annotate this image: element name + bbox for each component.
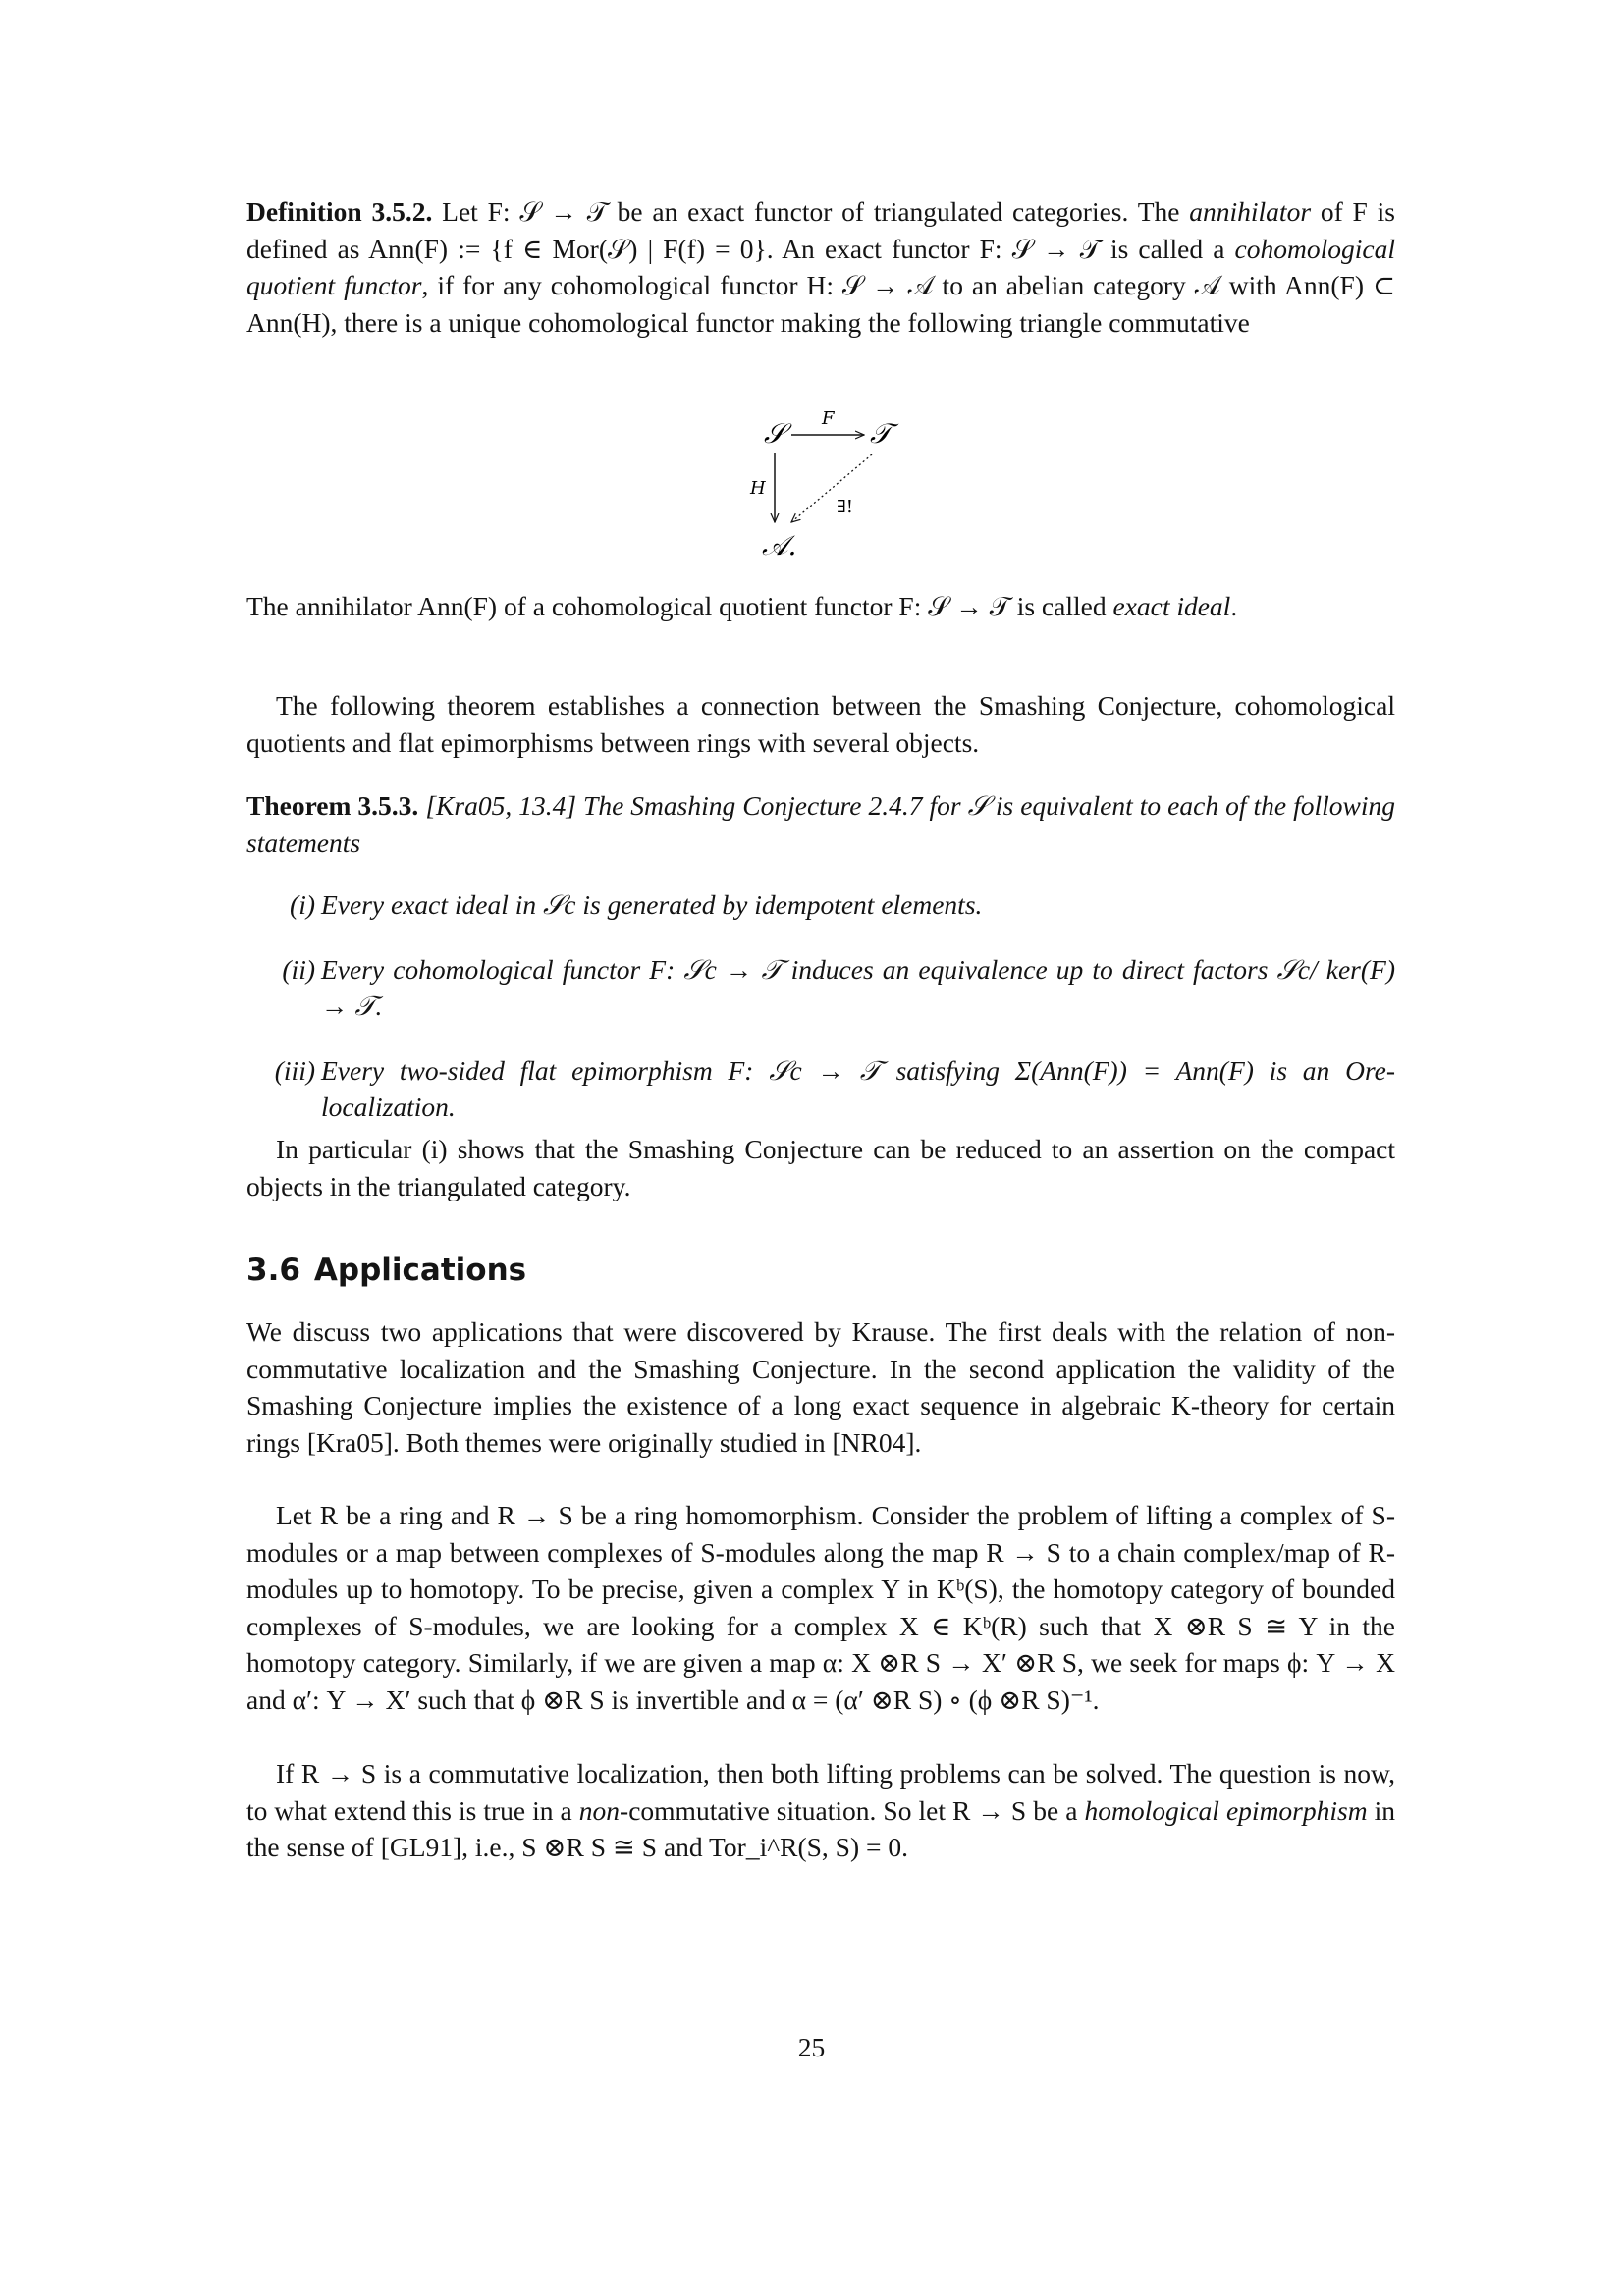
- list-item: [246, 886, 1395, 924]
- section-number: 3.6: [246, 1253, 300, 1288]
- diagram-bottom: 𝒜.: [762, 529, 797, 560]
- item-label: (i): [290, 889, 315, 920]
- annihilator-term: annihilator: [1189, 196, 1312, 227]
- theorem-paragraph: [246, 787, 1395, 861]
- particular-text: In particular (i) shows that the Smashing Conjecture can be reduced to an assertion on the compact objects in the triangulated category.: [246, 1134, 1395, 1201]
- applications-text: We discuss two applications that were discovered by Krause. The first deals with the relation of non-commutative localization and the Smashing Conjecture. In the second application the validity of the Smashing Conjecture implies the existence of a long exact sequence in algebraic K-theory for certain rings [Kra05]. Both themes were originally studied in [NR04].: [246, 1316, 1395, 1458]
- item-text: Every exact ideal in 𝒮c is generated by idempotent elements.: [321, 889, 983, 920]
- homological-epimorphism-term: homological epimorphism: [1084, 1794, 1368, 1826]
- lifting-middle: -commutative situation. So let R → S be a: [620, 1794, 1078, 1826]
- lifting-start: If R → S is a commutative localization, then both lifting problems can be solved. The question is now, to what extend this is true in a: [246, 1758, 1395, 1826]
- applications-paragraph: [246, 1313, 1395, 1461]
- item-label: (iii): [274, 1054, 315, 1086]
- ring-paragraph: [246, 1497, 1395, 1718]
- theorem-intro-paragraph: [246, 687, 1395, 761]
- after-diagram-end: .: [1230, 591, 1238, 621]
- lifting-paragraph: [246, 1755, 1395, 1866]
- exact-ideal-term: exact ideal: [1112, 591, 1231, 621]
- item-text: Every two-sided flat epimorphism F: 𝒮c → 𝒯 satisfying Σ(Ann(F)) = Ann(F) is an Ore-localization.: [321, 1054, 1395, 1122]
- item-label: (ii): [282, 953, 315, 985]
- definition-rest: , if for any cohomological functor H: 𝒮 → 𝒜 to an abelian category 𝒜 with Ann(F) ⊂ Ann(H), there is a unique cohomological functor making the following triangle commutative: [246, 270, 1395, 338]
- top-arrow-label: F: [822, 408, 835, 429]
- dotted-label: ∃!: [837, 497, 853, 517]
- section-title: Applications: [313, 1253, 527, 1288]
- definition-label: Definition 3.5.2.: [246, 196, 433, 227]
- dotted-arrow: [791, 454, 872, 522]
- theorem-intro-text: The following theorem establishes a connection between the Smashing Conjecture, cohomological quotients and flat epimorphisms between rings with several objects.: [246, 690, 1395, 758]
- lifting-end: in the sense of [GL91], i.e., S ⊗R S ≅ S and Tor_i^R(S, S) = 0.: [246, 1794, 1395, 1862]
- list-item: [246, 951, 1395, 1025]
- ring-text: Let R be a ring and R → S be a ring homomorphism. Consider the problem of lifting a complex of S-modules or a map between complexes of S-modules along the map R → S to a chain complex/map of R-modules up to homotopy. To be precise, given a complex Y in Kᵇ(S), the homotopy category of bounded complexes of S-modules, we are looking for a complex X ∈ Kᵇ(R) such that X ⊗R S ≅ Y in the homotopy category. Similarly, if we are given a map α: X ⊗R S → X′ ⊗R S, we seek for maps ϕ: Y → X and α′: Y → X′ such that ϕ ⊗R S is invertible and α = (α′ ⊗R S) ∘ (ϕ ⊗R S)⁻¹.: [246, 1500, 1395, 1715]
- list-item: [246, 1052, 1395, 1126]
- page-number: 25: [797, 2032, 826, 2062]
- item-text: Every cohomological functor F: 𝒮c → 𝒯 induces an equivalence up to direct factors 𝒮c/ ker(F) → 𝒯.: [321, 953, 1395, 1021]
- definition-paragraph: [246, 193, 1395, 341]
- non-term: non: [578, 1794, 621, 1826]
- theorem-items: [246, 886, 1395, 1153]
- definition-intro: Let F: 𝒮 → 𝒯 be an exact functor of triangulated categories. The: [442, 196, 1180, 227]
- particular-paragraph: [246, 1131, 1395, 1204]
- left-arrow-label: H: [750, 478, 766, 499]
- after-diagram-paragraph: [246, 588, 1395, 625]
- diagram-top-left: 𝒮: [764, 417, 785, 450]
- theorem-label: Theorem 3.5.3.: [246, 790, 419, 821]
- after-diagram-text: The annihilator Ann(F) of a cohomological quotient functor F: 𝒮 → 𝒯 is called: [246, 591, 1107, 621]
- diagram-top-right: 𝒯: [870, 417, 892, 450]
- theorem-statement: [Kra05, 13.4] The Smashing Conjecture 2.4.7 for 𝒮 is equivalent to each of the following statements: [246, 790, 1396, 858]
- section-heading: [246, 1253, 540, 1288]
- commutative-diagram: [727, 407, 943, 560]
- annihilator-rest: of F is defined as Ann(F) := {f ∈ Mor(𝒮) | F(f) = 0}. An exact functor F: 𝒮 → 𝒯 is called a: [246, 196, 1396, 264]
- cqf-term: cohomological quotient functor: [246, 233, 1395, 300]
